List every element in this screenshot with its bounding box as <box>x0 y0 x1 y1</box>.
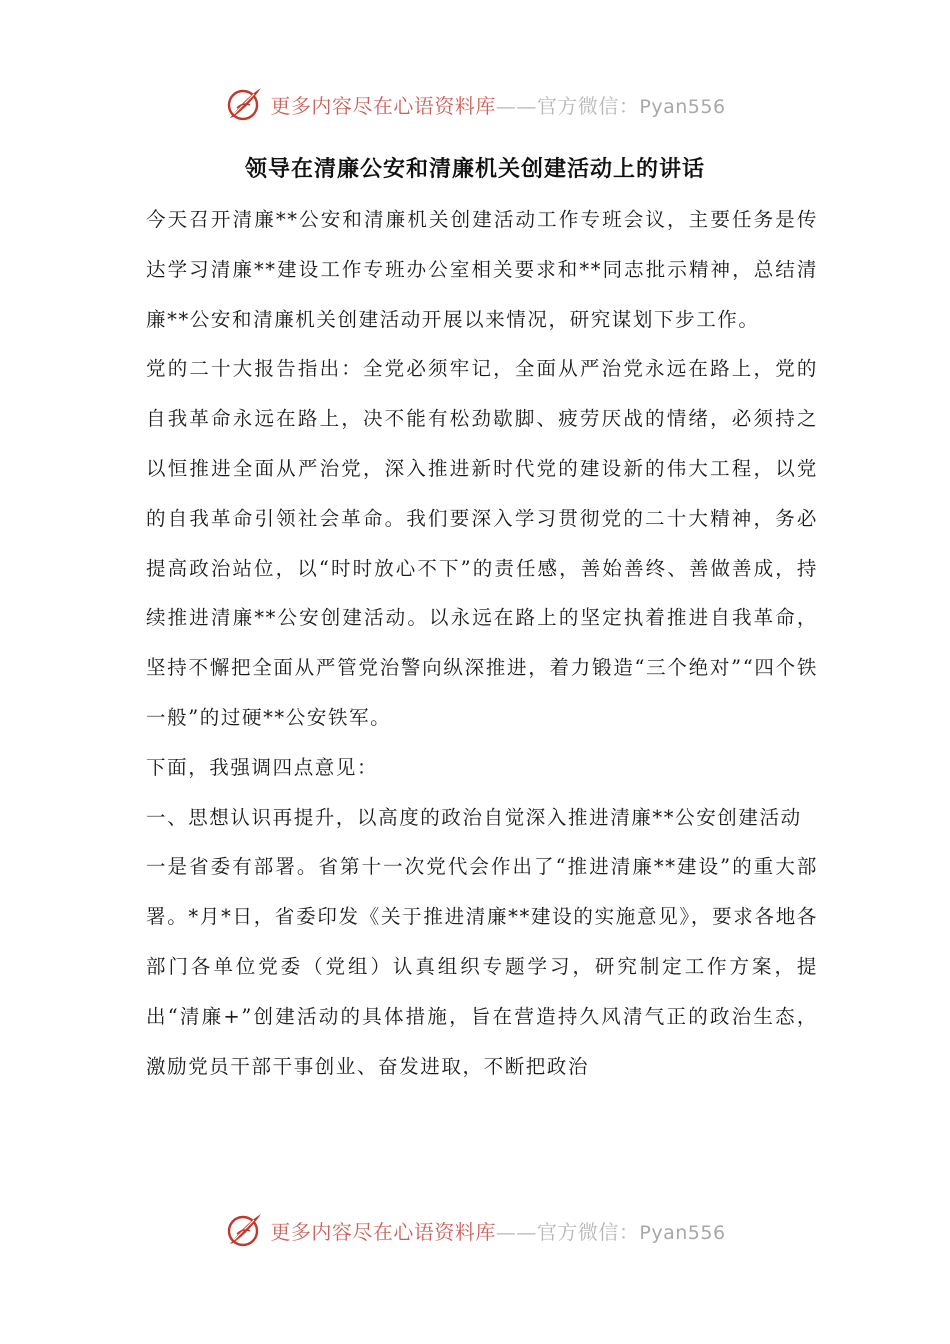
watermark-slogan: 更多内容尽在心语资料库 <box>270 1219 496 1244</box>
paragraph: 党的二十大报告指出：全党必须牢记，全面从严治党永远在路上，党的自我革命永远在路上，决不能有松劲歇脚、疲劳厌战的情绪，必须持之以恒推进全面从严治党，深入推进新时代党的建设新的伟大工程，以党的自我革命引领社会革命。我们要深入学习贯彻党的二十大精神，务必提高政治站位，以“时时放心不下”的责任感，善始善终、善做善成，持续推进清廉**公安创建活动。以永远在路上的坚定执着推进自我革命，坚持不懈把全面从严管党治警向纵深推进，着力锻造“三个绝对”“四个铁一般”的过硬**公安铁军。 <box>146 357 818 729</box>
section-heading: 一、思想认识再提升，以高度的政治自觉深入推进清廉**公安创建活动 <box>146 805 802 829</box>
paragraph: 下面，我强调四点意见： <box>146 755 379 779</box>
watermark-contact-id: Pyan556 <box>639 95 726 118</box>
watermark-dash: —— <box>495 1219 537 1244</box>
watermark-slogan: 更多内容尽在心语资料库 <box>270 93 496 118</box>
watermark-text <box>270 90 725 119</box>
quill-logo-icon <box>224 1210 264 1250</box>
paragraph: 今天召开清廉**公安和清廉机关创建活动工作专班会议，主要任务是传达学习清廉**建设工作专班办公室相关要求和**同志批示精神，总结清廉**公安和清廉机关创建活动开展以来情况，研究谋划下步工作。 <box>146 208 818 331</box>
watermark-contact-label: 官方微信： <box>536 1219 640 1244</box>
document-body <box>146 195 818 1091</box>
watermark-dash: —— <box>495 93 537 118</box>
watermark-contact-id: Pyan556 <box>639 1221 726 1244</box>
watermark-text <box>270 1216 725 1245</box>
document-title: 领导在清廉公安和清廉机关创建活动上的讲话 <box>244 157 705 182</box>
watermark-banner-bottom <box>0 1208 950 1252</box>
watermark-contact-label: 官方微信： <box>536 93 640 118</box>
watermark-banner-top <box>0 82 950 126</box>
paragraph: 一是省委有部署。省第十一次党代会作出了“推进清廉**建设”的重大部署。*月*日，省委印发《关于推进清廉**建设的实施意见》，要求各地各部门各单位党委（党组）认真组织专题学习，研究制定工作方案，提出“清廉+”创建活动的具体措施，旨在营造持久风清气正的政治生态，激励党员干部干事创业、奋发进取，不断把政治 <box>146 855 818 1078</box>
quill-logo-icon <box>224 84 264 124</box>
